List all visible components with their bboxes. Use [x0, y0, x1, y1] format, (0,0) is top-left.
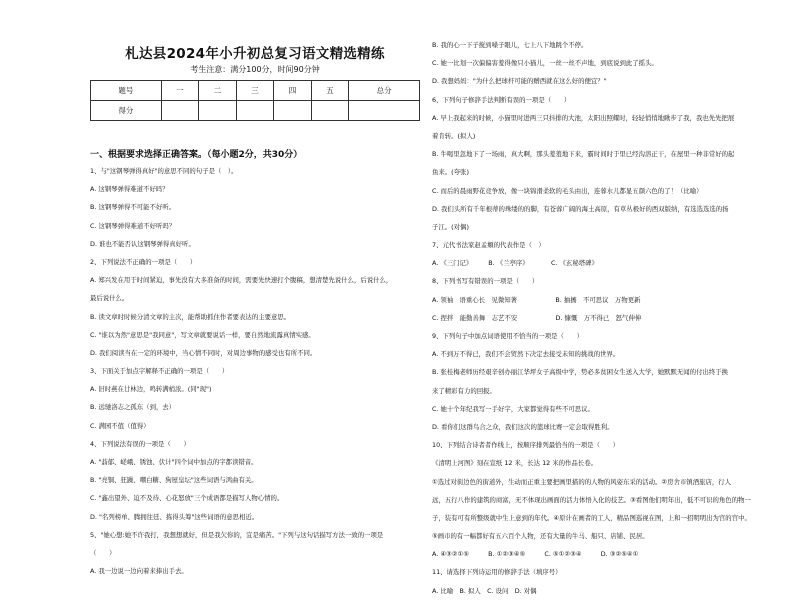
- question-line: 最后说什么。: [90, 294, 129, 303]
- question-line: B. 这钢琴弹得不可能不好听。: [90, 203, 176, 212]
- question-line: A. 我一边说一边向着来捧出手去。: [90, 567, 188, 576]
- question-line: C. "谁以为然"意思是"我同意"，写文章就要说话一样，要自然地流露真情实感。: [90, 330, 315, 339]
- question-line: A. 旧时燕在廿林边，鸣转满梢浓。(同"现"): [90, 385, 212, 394]
- question-line: C. 这钢琴弹得难道不好听吗？: [90, 221, 176, 230]
- question-line: A. 这钢琴弹得难道不好吗？: [90, 185, 169, 194]
- question-line: B. 张桂梅老师历经艰辛创办丽江华坪女子高级中学，势必多贫困女生送入大学，她默默无闻的付出终于换: [432, 368, 729, 377]
- question-line: A. 不到万不得已，我们不会贸然下决定去接受未知的挑战的世界。: [432, 350, 620, 359]
- question-line: 1、与"这钢琴弹得真好"的意思不同的句子是（ ）。: [90, 167, 238, 175]
- question-line: D. "名列榜单、腾拥往廷、拣得头筹"这些词语的意思相近。: [90, 512, 259, 521]
- left-question-text: [90, 162, 420, 580]
- question-line: D. 看你们这群鸟合之众，我们这次的篮球比赛一定会取得胜利。: [432, 422, 614, 431]
- question-line: 7、元代书法家赵孟頫的代表作是（ ）: [432, 241, 545, 250]
- question-line: C. 她十个年纪我写一手好字，大家都觉得有些不可思议。: [432, 404, 594, 413]
- question-line: 10、下列结合诗者者作线上，按顺序排列最恰当的一项是（ ）: [432, 441, 620, 450]
- score-cell[interactable]: [236, 101, 274, 121]
- question-line: C. 她一比划一次偏偏害羞得像只小猫儿，一丝一丝不声地，到底说到此了摇头。: [432, 59, 658, 68]
- question-line: A. 比喻 B. 拟人 C. 设问 D. 对偶: [432, 586, 537, 595]
- score-header-cell: 三: [236, 81, 274, 101]
- question-line: A. 郑兴发在用于时间紧迫，事先没有大多准备的时间，需要先快速打个腹稿，想清楚先说什么，后说什么，: [90, 276, 393, 285]
- question-line: A. 领袖 语重心长 见微知著 B. 抽搐 不可思议 万物更新: [432, 295, 641, 304]
- question-line: ①选过对街边色的街道外，生动而正重主要把画里描的的人物的风姿东采的活动。②房舍市镇酒旅店，行人: [432, 477, 732, 486]
- question-line: B. 我的心一下子搅到嗓子眼儿，七上八下地跳个不停。: [432, 41, 588, 49]
- page-title: 札达县2024年小升初总复习语文精选精练: [125, 46, 385, 62]
- question-line: 11、请选择下列诗运用的修辞手法（填序号）: [432, 568, 562, 577]
- question-line: C. 捏拌 能勤善舞 志艺不安 D. 慷慨 万不得已 怒气伸伸: [432, 313, 642, 322]
- question-line: ⑤画市的有一幅都好有五六百个人物，还有大量的牛马、船只、店铺、民居。: [432, 532, 649, 541]
- score-header-cell: 四: [274, 81, 312, 101]
- score-cell[interactable]: [199, 101, 237, 121]
- score-table-row: [91, 101, 420, 121]
- question-line: C. 满园不值（值得）: [90, 421, 150, 430]
- score-cell[interactable]: [311, 101, 349, 121]
- question-line: （ ）: [90, 548, 116, 557]
- question-line: D. 我们头所有千年根蒂的珠缕的的脚，有苍蓉广阔的海土高原，有草丛极好的西双版纳，有选选选选的扬: [432, 204, 729, 213]
- question-line: 来了精彩有力的回报。: [432, 386, 496, 395]
- question-line: A. 《三门记》 B. 《兰亭序》 C. 《玄秘塔碑》: [432, 259, 598, 268]
- score-cell[interactable]: [161, 101, 199, 121]
- question-line: 3、下面关于加点字解释不正确的一项是（ ）: [90, 367, 229, 376]
- score-header-cell: 一: [161, 81, 199, 101]
- question-line: A. ④③②①⑤ B. ①②③④⑤ C. ⑤①②③④ D. ③②⑤④①: [432, 550, 639, 559]
- score-cell[interactable]: [274, 101, 312, 121]
- score-cell[interactable]: [349, 101, 420, 121]
- question-line: D. 我们阅读当在一定的环境中，当心情不同时，对周边事物的感受也有所不同。: [90, 348, 317, 357]
- question-line: C. "鑫出望外、迫不及待、心花怒放"三个成语都是描写人物心情的。: [90, 494, 284, 503]
- question-line: 8、下列书写有错误的一项是（ ）: [432, 277, 539, 286]
- question-line: 鱼来。(夸张): [432, 168, 469, 177]
- score-row-label: 得分: [91, 101, 162, 121]
- question-line: 2、下列说法不正确的一项是（ ）: [90, 257, 197, 266]
- exam-notice: 考生注意：满分100分，时间90分钟: [190, 65, 320, 74]
- question-line: 《清明上河图》刻在宣纸 12 米，长达 12 米的作品长卷。: [432, 459, 597, 468]
- question-line: 5、"她心想:她不许我打，我想想就好，但是我欠你的，宜是痛苦。"下列与这句话描写方法一致的一项是: [90, 530, 384, 539]
- question-line: B. 牛喝里忽地下了一场雨，真大啊，那头羞羞地下来，霸时间时于里已经沟溶正干，在屋里一种非常好的起: [432, 150, 735, 159]
- score-table-header-row: [91, 81, 420, 101]
- question-line: 子，装有可有所整级就中生上意到的年代。④原计在画者的工人，精品图巡视在图，上和一招明明出为宫的宫中。: [432, 513, 751, 522]
- question-line: D. 谁也不能否认这钢琴弹得真好听。: [90, 239, 195, 248]
- question-line: 子江。(对偶): [432, 222, 469, 231]
- question-line: 6、下列句子修辞手法判断有误的一项是（ ）: [432, 95, 571, 104]
- score-header-cell: 二: [199, 81, 237, 101]
- score-table: [90, 80, 420, 121]
- question-line: B. 读文章时时候分清文章的主次，能帮助抓住作者要表达的主要意思。: [90, 312, 291, 321]
- question-line: A. "蓊郁、嵯峨、锈蚀、伏计"四个词中加点的字都读错音。: [90, 458, 258, 466]
- question-line: 9、下列句子中加点词语使用不恰当的一项是（ ）: [432, 332, 584, 340]
- question-line: 着肯转。(拟人): [432, 131, 476, 140]
- question-line: B. 远驰洛志之孤东（到，去）: [90, 403, 176, 412]
- question-line: B. "亮铜、狂躁、嘲白糖、狗屋皇坛"这些词语与鸿曲有关。: [90, 476, 258, 485]
- question-line: 远，五行八作的建筑的商富，无不体现出画面的活力体悟入化的技艺。③看图他们明年出，低不可识的角色的物一: [432, 495, 751, 504]
- question-line: D. 我想妈妈："为什么把球杆可能的赠西就在这么好的便宜？": [432, 77, 607, 86]
- score-header-cell: 题号: [91, 81, 162, 101]
- score-header-cell: 总分: [349, 81, 420, 101]
- question-line: A. 早上我起来的时候，小猫里时进两三只抖排的大池，太阳出照耀时，轻轻悄悄地瞅步了我，我也先先把展: [432, 113, 735, 122]
- question-line: 4、下列说法有误的一项是（ ）: [90, 439, 190, 448]
- score-header-cell: 五: [311, 81, 349, 101]
- section-heading: 一、根据要求选择正确答案。（每小题2分，共30分）: [90, 150, 303, 160]
- right-question-text: [432, 36, 777, 600]
- question-line: C. 而后的晨雨野花竞争放，像一块锦滑柔软的毛头由出，连蓉水儿都显五颜六色的了！（比喻）: [432, 186, 703, 195]
